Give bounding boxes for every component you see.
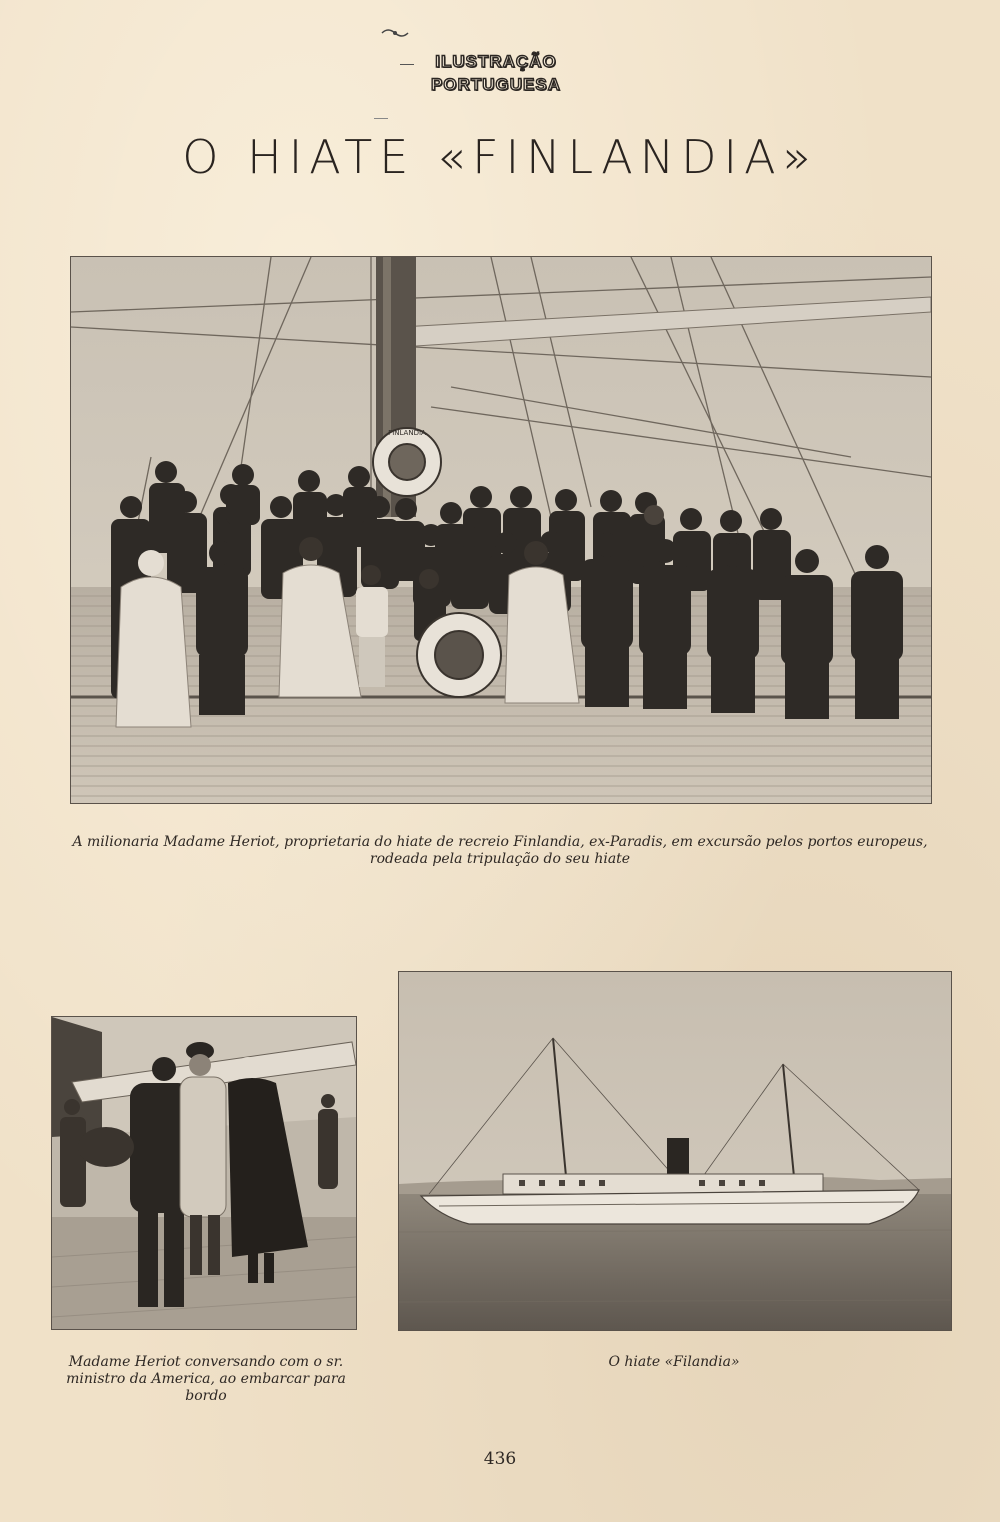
crew-photo-caption: A milionaria Madame Heriot, proprietaria do hiate de recreio Finlandia, ex-Paradis, em excursão pelos portos europeus, rodeada pela tripulação do seu hiate [72,834,928,867]
yacht-photo-caption: O hiate «Filandia» [608,1354,740,1370]
ornament-icon [380,26,410,40]
divider [374,118,388,119]
yacht-photo [398,971,952,1331]
page-number: 436 [483,1449,517,1469]
crew-photo [70,256,932,804]
meeting-photo [51,1016,357,1330]
meeting-photo-caption: Madame Heriot conversando com o sr. ministro da America, ao embarcar para bordo [66,1354,346,1404]
article-title: O HIATE «FINLANDIA» [182,130,818,184]
lifebuoy-label: FINLANDIA [388,429,426,437]
magazine-masthead [426,50,566,100]
divider [400,64,414,65]
masthead-line-2: PORTUGUESA [431,75,561,94]
masthead-line-1: ILUSTRAÇÃO [435,52,557,71]
